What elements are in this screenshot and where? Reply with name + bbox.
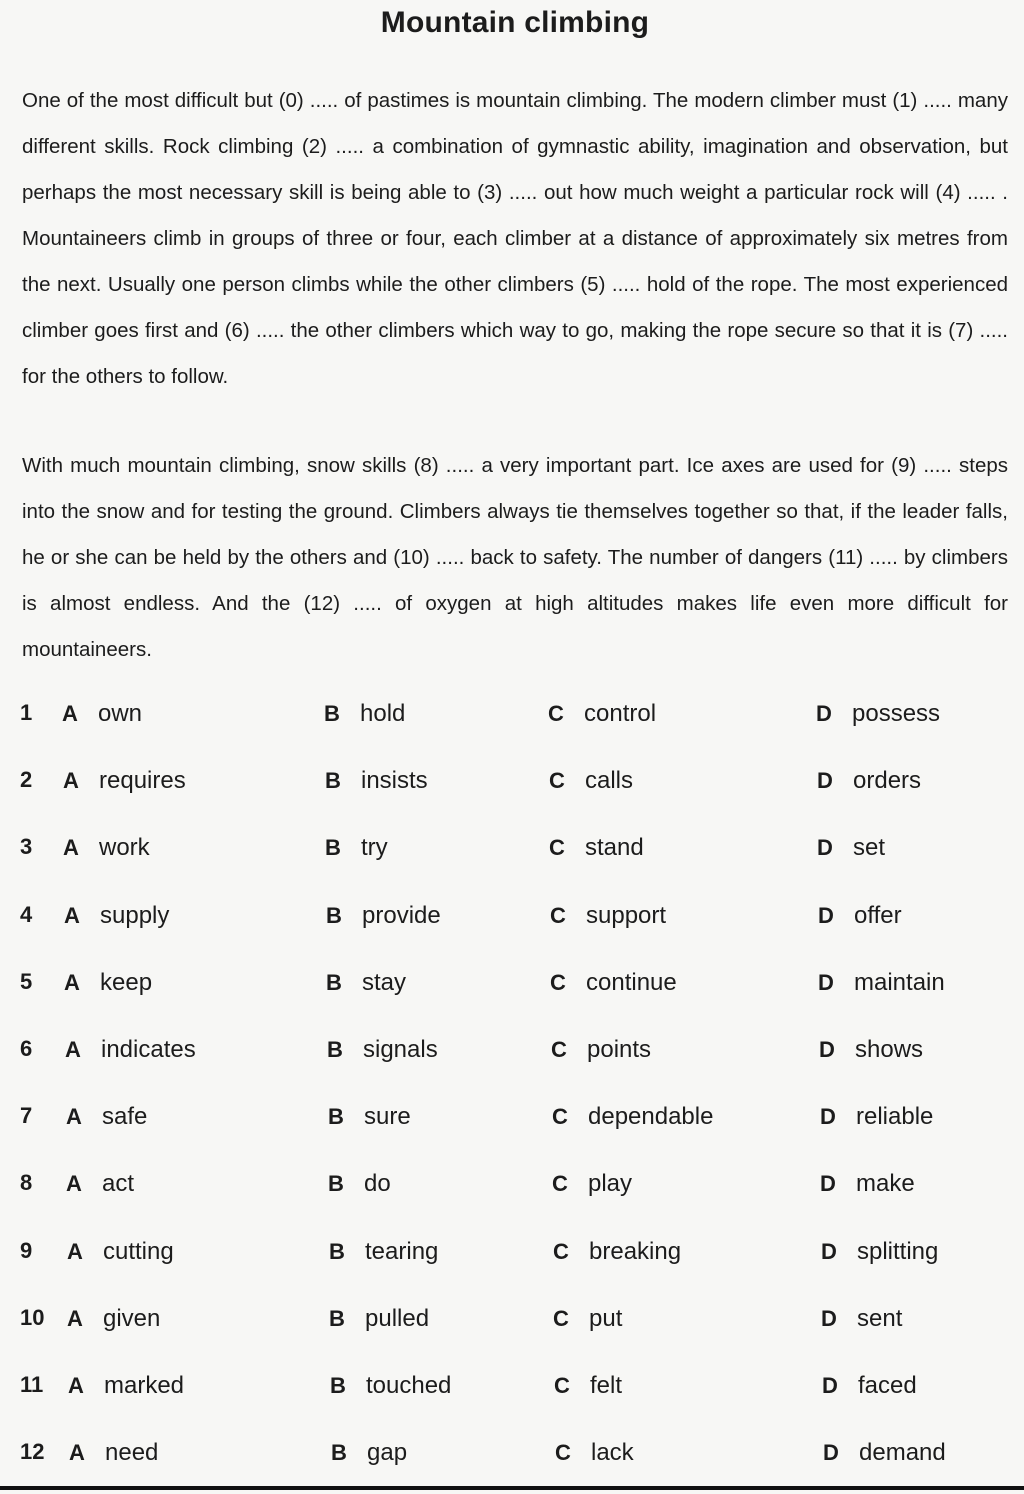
option-choice[interactable]	[68, 1372, 184, 1400]
option-choice[interactable]	[69, 1439, 158, 1467]
option-letter: A	[63, 835, 79, 861]
option-word: sent	[857, 1304, 903, 1332]
option-letter: C	[554, 1372, 570, 1398]
question-row	[0, 755, 1024, 822]
option-choice[interactable]	[818, 969, 945, 997]
option-choice[interactable]	[326, 902, 441, 930]
option-letter: C	[548, 701, 564, 726]
option-letter: D	[820, 1104, 836, 1130]
question-row	[0, 1293, 1024, 1360]
option-letter: B	[325, 835, 341, 861]
option-word: demand	[859, 1439, 946, 1467]
option-word: reliable	[856, 1103, 934, 1131]
option-word: felt	[590, 1371, 623, 1399]
option-choice[interactable]	[552, 1103, 713, 1131]
option-choice[interactable]	[550, 969, 677, 997]
question-number: 4	[20, 901, 33, 927]
option-word: act	[102, 1170, 135, 1198]
option-word: safe	[102, 1103, 148, 1131]
option-choice[interactable]	[64, 902, 169, 930]
option-letter: D	[818, 902, 834, 928]
question-number: 6	[20, 1035, 33, 1061]
option-choice[interactable]	[67, 1305, 160, 1333]
option-word: indicates	[101, 1035, 196, 1063]
option-choice[interactable]	[328, 1170, 391, 1198]
option-letter: D	[822, 1372, 838, 1398]
option-choice[interactable]	[327, 1036, 438, 1064]
paragraph-text: With much mountain climbing, snow skills (8) ..... a very important part. Ice axes are used for (9) ..... steps into the snow and for testing the ground. Climbers always tie themselves together so that, if the leader falls, he or she can be held by the others and (10) ..... back to safety. The number of dangers (11) ..... by climbers is almost endless. And the (12) ..... of oxygen at high altitudes makes life even more difficult for mountaineers.	[22, 454, 1008, 661]
option-letter: C	[555, 1440, 571, 1466]
option-word: control	[584, 700, 657, 727]
option-choice[interactable]	[820, 1170, 915, 1198]
option-choice[interactable]	[816, 700, 940, 728]
question-row	[0, 1427, 1024, 1494]
option-word: hold	[360, 700, 406, 727]
option-letter: B	[324, 701, 340, 726]
option-word: support	[586, 901, 667, 929]
option-choice[interactable]	[817, 834, 885, 862]
option-choice[interactable]	[551, 1036, 651, 1064]
option-word: given	[103, 1304, 161, 1332]
option-word: signals	[363, 1035, 438, 1063]
option-letter: C	[550, 969, 566, 995]
option-letter: D	[821, 1238, 837, 1264]
question-number: 5	[20, 968, 33, 994]
option-choice[interactable]	[328, 1103, 411, 1131]
question-row	[0, 1024, 1024, 1091]
option-choice[interactable]	[331, 1439, 407, 1467]
passage-paragraph-1	[22, 78, 1008, 400]
option-letter: D	[820, 1171, 836, 1197]
option-word: cutting	[103, 1237, 174, 1265]
option-letter: B	[326, 902, 342, 928]
option-choice[interactable]	[823, 1439, 946, 1467]
option-letter: D	[821, 1305, 837, 1331]
question-number: 2	[20, 767, 33, 793]
option-choice[interactable]	[326, 969, 406, 997]
option-letter: B	[329, 1305, 345, 1331]
question-number: 7	[20, 1103, 33, 1129]
option-word: gap	[367, 1439, 408, 1467]
option-word: insists	[361, 767, 428, 795]
option-choice[interactable]	[329, 1305, 429, 1333]
option-choice[interactable]	[65, 1036, 196, 1064]
question-row	[0, 822, 1024, 889]
option-letter: D	[823, 1440, 839, 1466]
option-letter: A	[67, 1305, 83, 1331]
option-word: supply	[100, 901, 170, 929]
option-choice[interactable]	[62, 700, 142, 728]
option-choice[interactable]	[66, 1170, 134, 1198]
option-letter: B	[331, 1440, 347, 1466]
option-choice[interactable]	[821, 1238, 938, 1266]
option-word: keep	[100, 968, 153, 996]
option-word: continue	[586, 968, 677, 996]
question-row	[0, 1360, 1024, 1427]
option-letter: D	[816, 701, 832, 726]
option-choice[interactable]	[820, 1103, 933, 1131]
question-row	[0, 890, 1024, 957]
option-word: stay	[362, 968, 407, 996]
option-word: do	[364, 1170, 391, 1198]
option-letter: A	[65, 1036, 81, 1062]
option-word: touched	[366, 1371, 452, 1399]
option-choice[interactable]	[324, 700, 405, 728]
option-choice[interactable]	[329, 1238, 438, 1266]
option-word: breaking	[589, 1237, 682, 1265]
option-letter: A	[63, 768, 79, 794]
question-number: 11	[20, 1371, 44, 1397]
question-number: 9	[20, 1237, 33, 1263]
option-word: lack	[591, 1439, 634, 1467]
question-number: 8	[20, 1170, 33, 1196]
option-word: make	[856, 1170, 915, 1198]
option-letter: B	[329, 1238, 345, 1264]
option-choice[interactable]	[554, 1372, 622, 1400]
option-word: faced	[858, 1371, 917, 1399]
option-word: orders	[853, 767, 922, 795]
option-letter: A	[67, 1238, 83, 1264]
option-letter: A	[68, 1372, 84, 1398]
paragraph-text: One of the most difficult but (0) ..... of pastimes is mountain climbing. The modern climber must (1) ..... many different skills. Rock climbing (2) ..... a combination of gymnastic ability, imagination and observation, but perhaps the most necessary skill is being able to (3) ..... out how much weight a particular rock will (4) ..... . Mountaineers climb in groups of three or four, each climber at a distance of approximately six metres from the next. Usually one person climbs while the other climbers (5) ..... hold of the rope. The most experienced climber goes first and (6) ..... the other climbers which way to go, making the rope secure so that it is (7) ..... for the others to follow.	[22, 89, 1008, 388]
option-choice[interactable]	[553, 1305, 622, 1333]
option-choice[interactable]	[325, 767, 428, 795]
question-row	[0, 688, 1024, 755]
option-choice[interactable]	[549, 834, 644, 862]
option-letter: A	[64, 902, 80, 928]
question-row	[0, 957, 1024, 1024]
option-word: work	[99, 834, 150, 862]
option-letter: C	[549, 835, 565, 861]
option-word: tearing	[365, 1237, 439, 1265]
option-letter: C	[552, 1104, 568, 1130]
option-word: shows	[855, 1035, 924, 1063]
option-choice[interactable]	[549, 767, 633, 795]
option-choice[interactable]	[63, 834, 150, 862]
option-word: set	[853, 834, 886, 862]
page-bottom-border	[0, 1486, 1024, 1490]
option-letter: C	[553, 1305, 569, 1331]
question-number: 1	[20, 700, 33, 725]
option-letter: B	[328, 1171, 344, 1197]
option-choice[interactable]	[817, 767, 921, 795]
option-letter: C	[552, 1171, 568, 1197]
option-choice[interactable]	[325, 834, 388, 862]
option-choice[interactable]	[63, 767, 186, 795]
option-letter: C	[549, 768, 565, 794]
option-choice[interactable]	[553, 1238, 681, 1266]
question-row	[0, 1091, 1024, 1158]
question-number: 10	[20, 1304, 45, 1330]
option-letter: C	[553, 1238, 569, 1264]
option-word: maintain	[854, 968, 945, 996]
option-word: marked	[104, 1371, 185, 1399]
option-letter: A	[66, 1104, 82, 1130]
option-word: dependable	[588, 1103, 714, 1131]
option-word: own	[98, 700, 143, 727]
option-choice[interactable]	[552, 1170, 632, 1198]
option-letter: D	[817, 835, 833, 861]
option-word: try	[361, 834, 388, 862]
option-word: sure	[364, 1103, 411, 1131]
option-letter: A	[64, 969, 80, 995]
option-word: possess	[852, 700, 941, 727]
option-letter: A	[66, 1171, 82, 1197]
option-word: play	[588, 1170, 633, 1198]
option-letter: D	[818, 969, 834, 995]
option-choice[interactable]	[550, 902, 666, 930]
option-word: splitting	[857, 1237, 939, 1265]
option-choice[interactable]	[555, 1439, 634, 1467]
option-letter: D	[817, 768, 833, 794]
option-letter: B	[326, 969, 342, 995]
option-word: pulled	[365, 1304, 430, 1332]
option-letter: B	[330, 1372, 346, 1398]
question-row	[0, 1226, 1024, 1293]
question-row	[0, 1158, 1024, 1225]
option-word: need	[105, 1439, 159, 1467]
option-choice[interactable]	[64, 969, 152, 997]
option-choice[interactable]	[548, 700, 656, 728]
option-word: offer	[854, 901, 902, 929]
option-word: requires	[99, 767, 186, 795]
option-choice[interactable]	[822, 1372, 917, 1400]
option-choice[interactable]	[819, 1036, 923, 1064]
option-choice[interactable]	[821, 1305, 902, 1333]
page-title: Mountain climbing	[380, 6, 650, 39]
option-choice[interactable]	[818, 902, 902, 930]
option-word: put	[589, 1304, 623, 1332]
option-word: calls	[585, 767, 634, 795]
option-letter: A	[62, 701, 78, 726]
option-word: stand	[585, 834, 644, 862]
option-choice[interactable]	[66, 1103, 147, 1131]
option-letter: A	[69, 1440, 85, 1466]
option-choice[interactable]	[67, 1238, 174, 1266]
option-letter: B	[328, 1104, 344, 1130]
option-letter: C	[551, 1036, 567, 1062]
option-letter: B	[327, 1036, 343, 1062]
option-letter: C	[550, 902, 566, 928]
question-number: 3	[20, 834, 33, 860]
option-letter: D	[819, 1036, 835, 1062]
option-word: provide	[362, 901, 441, 929]
option-letter: B	[325, 768, 341, 794]
option-word: points	[587, 1035, 652, 1063]
question-number: 12	[20, 1439, 45, 1465]
passage-paragraph-2	[22, 443, 1008, 673]
answer-options-list	[0, 688, 1024, 1494]
option-choice[interactable]	[330, 1372, 451, 1400]
